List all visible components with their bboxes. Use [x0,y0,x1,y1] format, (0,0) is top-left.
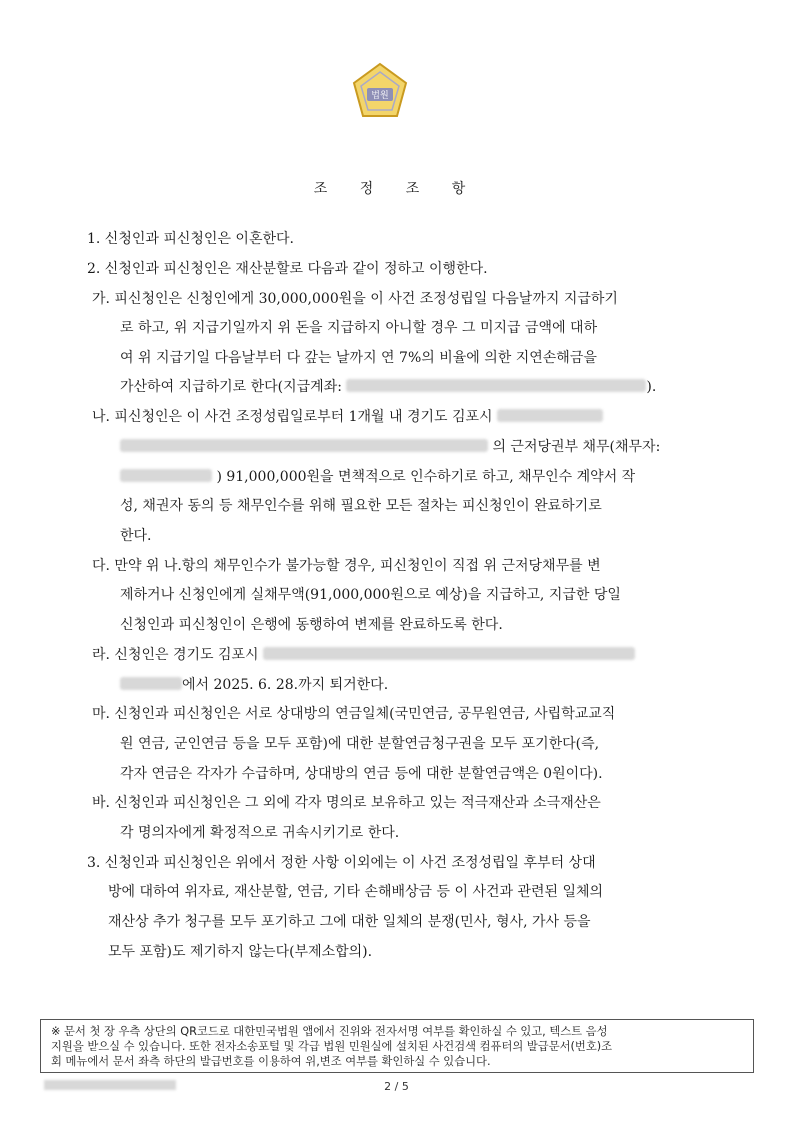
notice-line-1: ※ 문서 첫 장 우측 상단의 QR코드로 대한민국법원 앱에서 진위와 전자서명 여부를 확인하실 수 있고, 텍스트 음성 [51,1025,608,1038]
clause-2-ma-line-2: 원 연금, 군인연금 등을 모두 포함)에 대한 분할연금청구권을 모두 포기한다(즉, [120,736,600,752]
clause-3-line-2: 방에 대하여 위자료, 재산분할, 연금, 기타 손해배상금 등 이 사건과 관련된 일체의 [108,884,604,900]
clause-2-na-line-2-text: 의 근저당권부 채무(채무자: [492,439,661,455]
clause-2-da-line-2: 제하거나 신청인에게 실채무액(91,000,000원으로 예상)을 지급하고, 지급한 당일 [120,587,621,603]
clause-2: 2. 신청인과 피신청인은 재산분할로 다음과 같이 정하고 이행한다. [87,261,488,277]
redacted-debtor [120,469,212,482]
clause-2-ma-line-1: 마. 신청인과 피신청인은 서로 상대방의 연금일체(국민연금, 공무원연금, 사립학교교직 [92,706,616,722]
clause-2-ga-line-4-text: 가산하여 지급하기로 한다(지급계좌: [120,379,342,395]
clause-2-ra-line-2 [120,675,388,695]
clause-2-ra-line-2-text: 에서 2025. 6. 28.까지 퇴거한다. [182,677,389,693]
clause-2-na-line-2 [120,437,660,457]
redacted-residence [263,647,635,660]
clause-2-ma-line-3: 각자 연금은 각자가 수급하며, 상대방의 연금 등에 대한 분할연금액은 0원이다). [120,766,603,782]
court-seal-icon [350,62,410,126]
clause-2-na-line-3-text: ) 91,000,000원을 면책적으로 인수하기로 하고, 채무인수 계약서 작 [216,469,636,485]
clause-2-na-line-1-text: 나. 피신청인은 이 사건 조정성립일로부터 1개월 내 경기도 김포시 [92,409,493,425]
clause-2-ba-line-2: 각 명의자에게 확정적으로 귀속시키기로 한다. [120,825,400,841]
clause-2-ra-line-1 [92,645,635,665]
clause-2-ga-line-3: 여 위 지급기일 다음날부터 다 갚는 날까지 연 7%의 비율에 의한 지연손해금을 [120,350,597,366]
clause-2-ga-line-1: 가. 피신청인은 신청인에게 30,000,000원을 이 사건 조정성립일 다음날까지 지급하기 [92,291,618,307]
notice-line-2: 지원을 받으실 수 있습니다. 또한 전자소송포털 및 각급 법원 민원실에 설치된 사건검색 컴퓨터의 발급문서(번호)조 [51,1040,613,1053]
page-number: 2 / 5 [384,1080,409,1093]
clause-2-na-line-3 [120,467,635,487]
verification-notice [40,1019,754,1073]
clause-1: 1. 신청인과 피신청인은 이혼한다. [87,231,294,247]
clause-3-line-3: 재산상 추가 청구를 모두 포기하고 그에 대한 일체의 분쟁(민사, 형사, 가사 등을 [108,914,591,930]
clause-3-line-4: 모두 포함)도 제기하지 않는다(부제소합의). [108,944,373,960]
clause-2-na-line-4: 성, 채권자 동의 등 채무인수를 위해 필요한 모든 절차는 피신청인이 완료하기로 [120,498,602,514]
clause-2-ga-line-4 [120,377,656,397]
clause-2-da-line-1: 다. 만약 위 나.항의 채무인수가 불가능할 경우, 피신청인이 직접 위 근저당채무를 변 [92,558,601,574]
redacted-address-detail [120,439,488,452]
redacted-address [497,409,603,422]
redacted-residence-detail [120,677,182,690]
clause-2-ba-line-1: 바. 신청인과 피신청인은 그 외에 각자 명의로 보유하고 있는 적극재산과 소극재산은 [92,795,601,811]
clause-2-ga-line-2: 로 하고, 위 지급기일까지 위 돈을 지급하지 아니할 경우 그 미지급 금액에 대하 [120,320,598,336]
clause-2-na-line-1 [92,407,603,427]
clause-2-na-line-5: 한다. [120,528,152,544]
clause-2-ra-line-1-text: 라. 신청인은 경기도 김포시 [92,647,259,663]
clause-2-da-line-3: 신청인과 피신청인이 은행에 동행하여 변제를 완료하도록 한다. [120,617,503,633]
court-seal-label: 법원 [371,91,389,101]
clause-3-line-1: 3. 신청인과 피신청인은 위에서 정한 사항 이외에는 이 사건 조정성립일 후부터 상대 [87,855,596,871]
page-title: 조 정 조 항 [313,181,480,197]
notice-line-3: 회 메뉴에서 문서 좌측 하단의 발급번호를 이용하여 위,변조 여부를 확인하실 수 있습니다. [51,1055,491,1068]
clause-2-ga-line-4-end: ). [646,379,657,395]
redacted-account [346,379,646,392]
